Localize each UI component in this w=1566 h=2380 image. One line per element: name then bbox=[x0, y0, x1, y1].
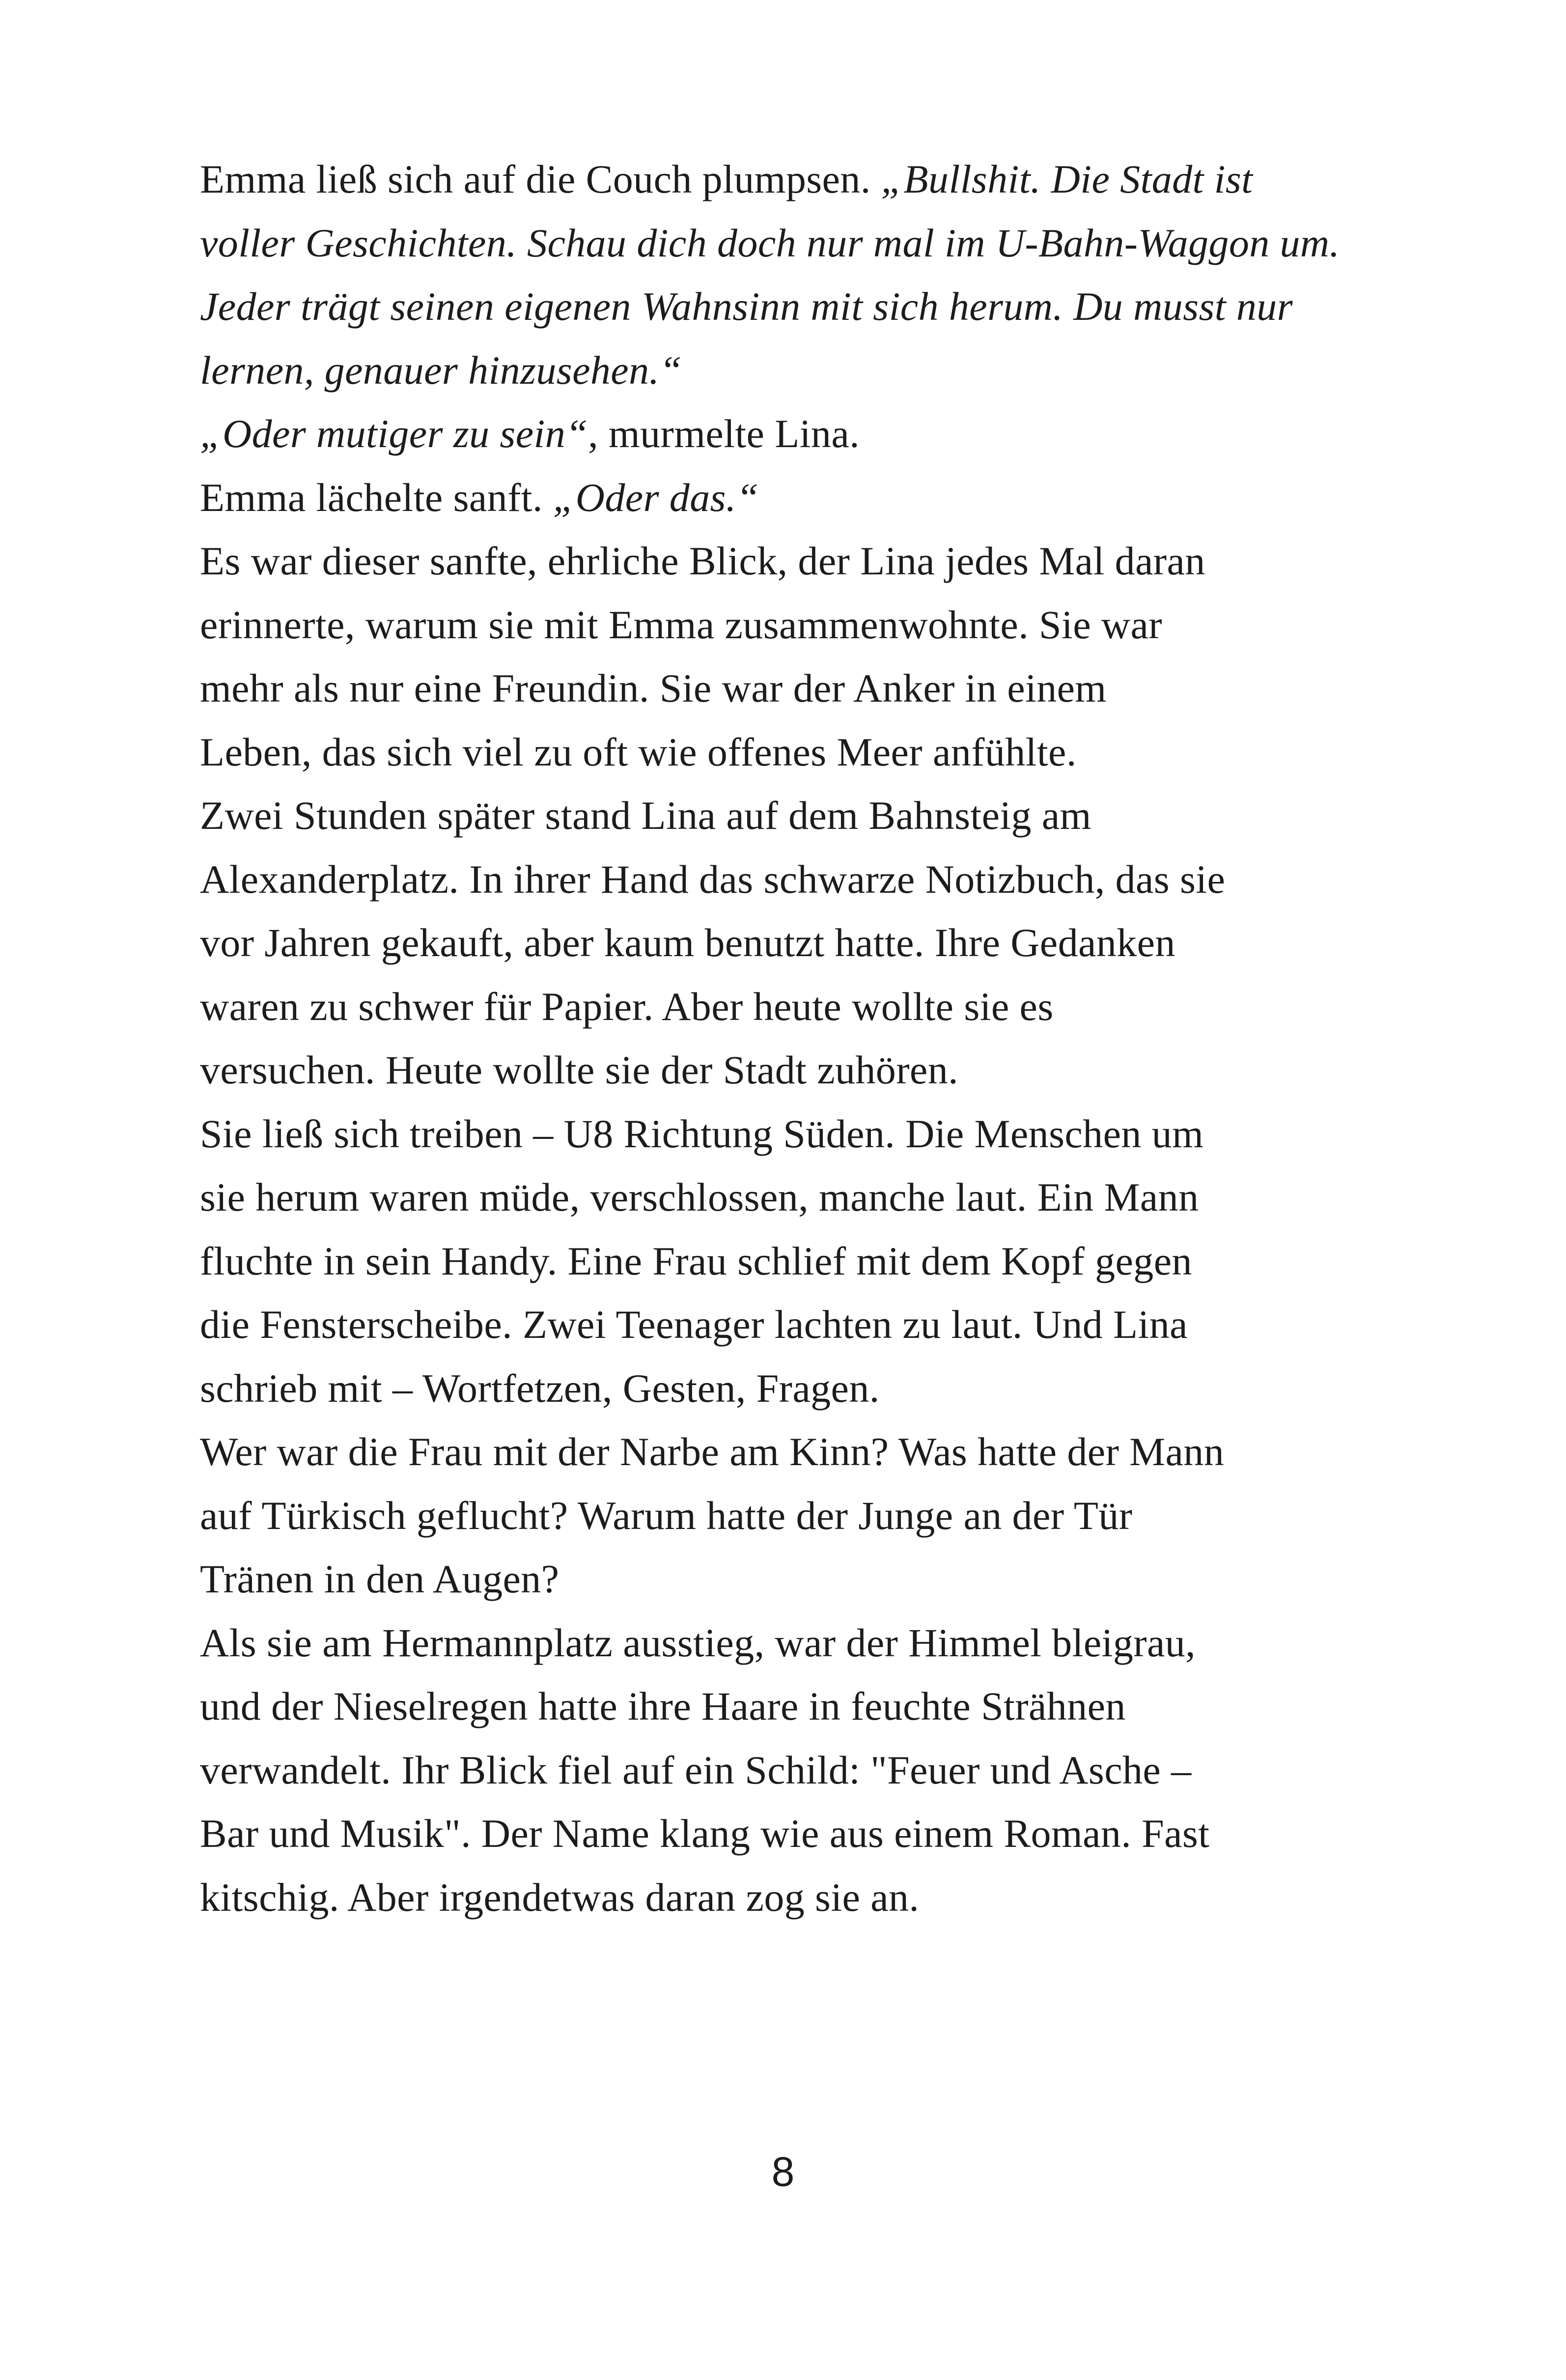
text-run: die Fensterscheibe. Zwei Teenager lachten zu laut. Und Lina bbox=[200, 1302, 1188, 1347]
text-run: Es war dieser sanfte, ehrliche Blick, der Lina jedes Mal daran bbox=[200, 538, 1205, 583]
text-line bbox=[200, 593, 1379, 657]
paragraph bbox=[200, 147, 1379, 402]
text-line bbox=[200, 1802, 1379, 1866]
text-line bbox=[200, 1547, 1379, 1611]
italic-text-run: lernen, genauer hinzusehen.“ bbox=[200, 347, 682, 393]
text-line bbox=[200, 1038, 1379, 1102]
text-line bbox=[200, 1229, 1379, 1293]
text-run: Leben, das sich viel zu oft wie offenes Meer anfühlte. bbox=[200, 729, 1077, 774]
text-line bbox=[200, 911, 1379, 975]
paragraph bbox=[200, 466, 1379, 530]
text-run: Wer war die Frau mit der Narbe am Kinn? Was hatte der Mann bbox=[200, 1429, 1225, 1474]
page-number: 8 bbox=[771, 2149, 795, 2195]
italic-text-run: „Oder das.“ bbox=[553, 475, 759, 520]
text-line bbox=[200, 720, 1379, 784]
text-run: fluchte in sein Handy. Eine Frau schlief mit dem Kopf gegen bbox=[200, 1238, 1192, 1283]
text-run: vor Jahren gekauft, aber kaum benutzt hatte. Ihre Gedanken bbox=[200, 920, 1175, 965]
text-line bbox=[200, 466, 1379, 530]
text-line bbox=[200, 275, 1379, 339]
paragraph bbox=[200, 784, 1379, 1102]
text-line bbox=[200, 1165, 1379, 1229]
text-run: versuchen. Heute wollte sie der Stadt zuhören. bbox=[200, 1048, 959, 1092]
text-run: Emma ließ sich auf die Couch plumpsen. bbox=[200, 157, 881, 201]
text-line bbox=[200, 656, 1379, 720]
text-line bbox=[200, 1420, 1379, 1484]
text-line bbox=[200, 211, 1379, 275]
text-run: Als sie am Hermannplatz ausstieg, war der Himmel bleigrau, bbox=[200, 1620, 1196, 1665]
text-line bbox=[200, 339, 1379, 402]
text-run: mehr als nur eine Freundin. Sie war der Anker in einem bbox=[200, 666, 1107, 710]
text-run: erinnerte, warum sie mit Emma zusammenwohnte. Sie war bbox=[200, 602, 1163, 647]
text-run: schrieb mit – Wortfetzen, Gesten, Fragen. bbox=[200, 1365, 880, 1411]
italic-text-run: Jeder trägt seinen eigenen Wahnsinn mit sich herum. Du musst nur bbox=[200, 284, 1293, 329]
italic-text-run: „Oder mutiger zu sein“ bbox=[200, 411, 588, 456]
text-run: waren zu schwer für Papier. Aber heute wollte sie es bbox=[200, 984, 1054, 1029]
paragraph bbox=[200, 402, 1379, 466]
text-line bbox=[200, 1866, 1379, 1929]
paragraph bbox=[200, 1420, 1379, 1611]
text-line bbox=[200, 975, 1379, 1039]
text-run: und der Nieselregen hatte ihre Haare in feuchte Strähnen bbox=[200, 1684, 1126, 1728]
text-run: auf Türkisch geflucht? Warum hatte der Junge an der Tür bbox=[200, 1493, 1133, 1538]
text-run: , murmelte Lina. bbox=[588, 411, 860, 456]
paragraph bbox=[200, 1102, 1379, 1420]
body-text bbox=[200, 147, 1379, 1929]
text-line bbox=[200, 848, 1379, 911]
text-run: verwandelt. Ihr Blick fiel auf ein Schild: "Feuer und Asche – bbox=[200, 1747, 1192, 1792]
text-line bbox=[200, 529, 1379, 593]
text-line bbox=[200, 1611, 1379, 1675]
text-line bbox=[200, 147, 1379, 211]
text-run: Bar und Musik". Der Name klang wie aus einem Roman. Fast bbox=[200, 1811, 1210, 1856]
text-line bbox=[200, 1738, 1379, 1802]
text-run: Tränen in den Augen? bbox=[200, 1557, 559, 1601]
text-run: Emma lächelte sanft. bbox=[200, 475, 553, 520]
italic-text-run: voller Geschichten. Schau dich doch nur mal im U-Bahn-Waggon um. bbox=[200, 220, 1340, 265]
text-run: Alexanderplatz. In ihrer Hand das schwarze Notizbuch, das sie bbox=[200, 856, 1226, 902]
italic-text-run: „Bullshit. Die Stadt ist bbox=[881, 157, 1253, 201]
text-run: Zwei Stunden später stand Lina auf dem Bahnsteig am bbox=[200, 793, 1091, 838]
paragraph bbox=[200, 529, 1379, 784]
text-line bbox=[200, 1484, 1379, 1548]
paragraph bbox=[200, 1611, 1379, 1929]
text-line bbox=[200, 1102, 1379, 1166]
text-line bbox=[200, 1293, 1379, 1357]
text-run: sie herum waren müde, verschlossen, manche laut. Ein Mann bbox=[200, 1175, 1199, 1219]
text-line bbox=[200, 1674, 1379, 1738]
text-run: Sie ließ sich treiben – U8 Richtung Süden. Die Menschen um bbox=[200, 1111, 1204, 1156]
text-line bbox=[200, 784, 1379, 848]
text-run: kitschig. Aber irgendetwas daran zog sie an. bbox=[200, 1874, 920, 1920]
text-line bbox=[200, 1357, 1379, 1420]
text-line bbox=[200, 402, 1379, 466]
